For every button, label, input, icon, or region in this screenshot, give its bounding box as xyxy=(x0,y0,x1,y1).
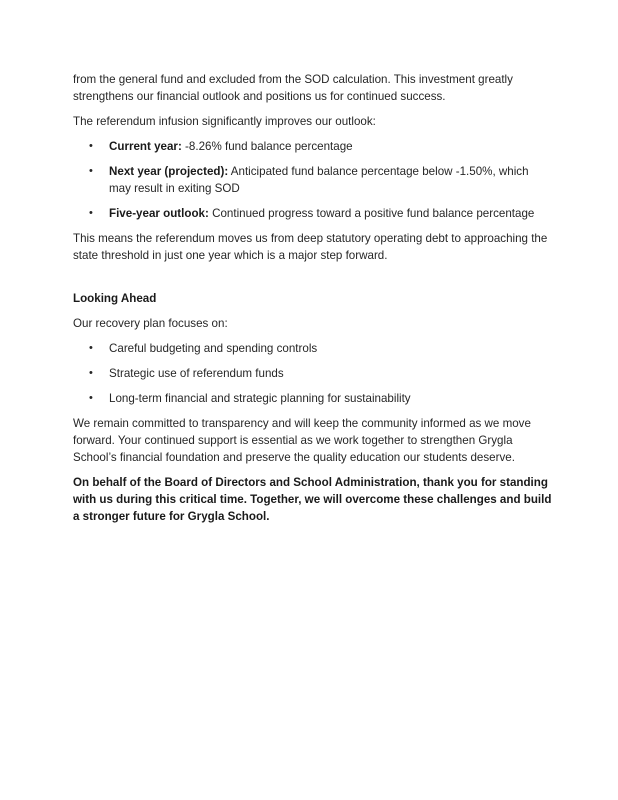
plan-list xyxy=(73,340,553,407)
outlook-item-text: -8.26% fund balance percentage xyxy=(181,140,353,153)
outlook-item-next-year xyxy=(73,163,553,197)
outlook-item-text: Anticipated fund balance percentage below -1.50%, which may result in exiting SOD xyxy=(109,165,529,195)
outlook-item-label: Current year: xyxy=(109,140,182,153)
summary-paragraph: This means the referendum moves us from deep statutory operating debt to approaching the state threshold in just one year which is a major step forward. xyxy=(73,232,548,262)
outlook-item-label: Five-year outlook: xyxy=(109,207,209,220)
outlook-list xyxy=(73,138,553,222)
outlook-item-current-year xyxy=(73,138,553,155)
outlook-item-text: Continued progress toward a positive fund balance percentage xyxy=(208,207,535,220)
document-page xyxy=(73,71,553,525)
plan-item: • Careful budgeting and spending controls xyxy=(73,340,553,357)
outlook-item-five-year xyxy=(73,205,553,222)
outlook-intro-paragraph: The referendum infusion significantly improves our outlook: xyxy=(73,115,376,128)
intro-continuation-paragraph: from the general fund and excluded from the SOD calculation. This investment greatly strengthens our financial outlook and positions us for continued success. xyxy=(73,73,513,103)
plan-item: • Long-term financial and strategic planning for sustainability xyxy=(73,390,553,407)
closing-paragraph: On behalf of the Board of Directors and School Administration, thank you for standing with us during this critical time. Together, we will overcome these challenges and build a stronger future for Grygla School. xyxy=(73,476,552,523)
commitment-paragraph: We remain committed to transparency and will keep the community informed as we move forward. Your continued support is essential as we work together to strengthen Grygla School’s financial foundation and preserve the quality education our students deserve. xyxy=(73,417,531,464)
plan-intro-paragraph: Our recovery plan focuses on: xyxy=(73,317,228,330)
section-heading-looking-ahead: Looking Ahead xyxy=(73,292,157,305)
outlook-item-label: Next year (projected): xyxy=(109,165,229,178)
plan-item: • Strategic use of referendum funds xyxy=(73,365,553,382)
